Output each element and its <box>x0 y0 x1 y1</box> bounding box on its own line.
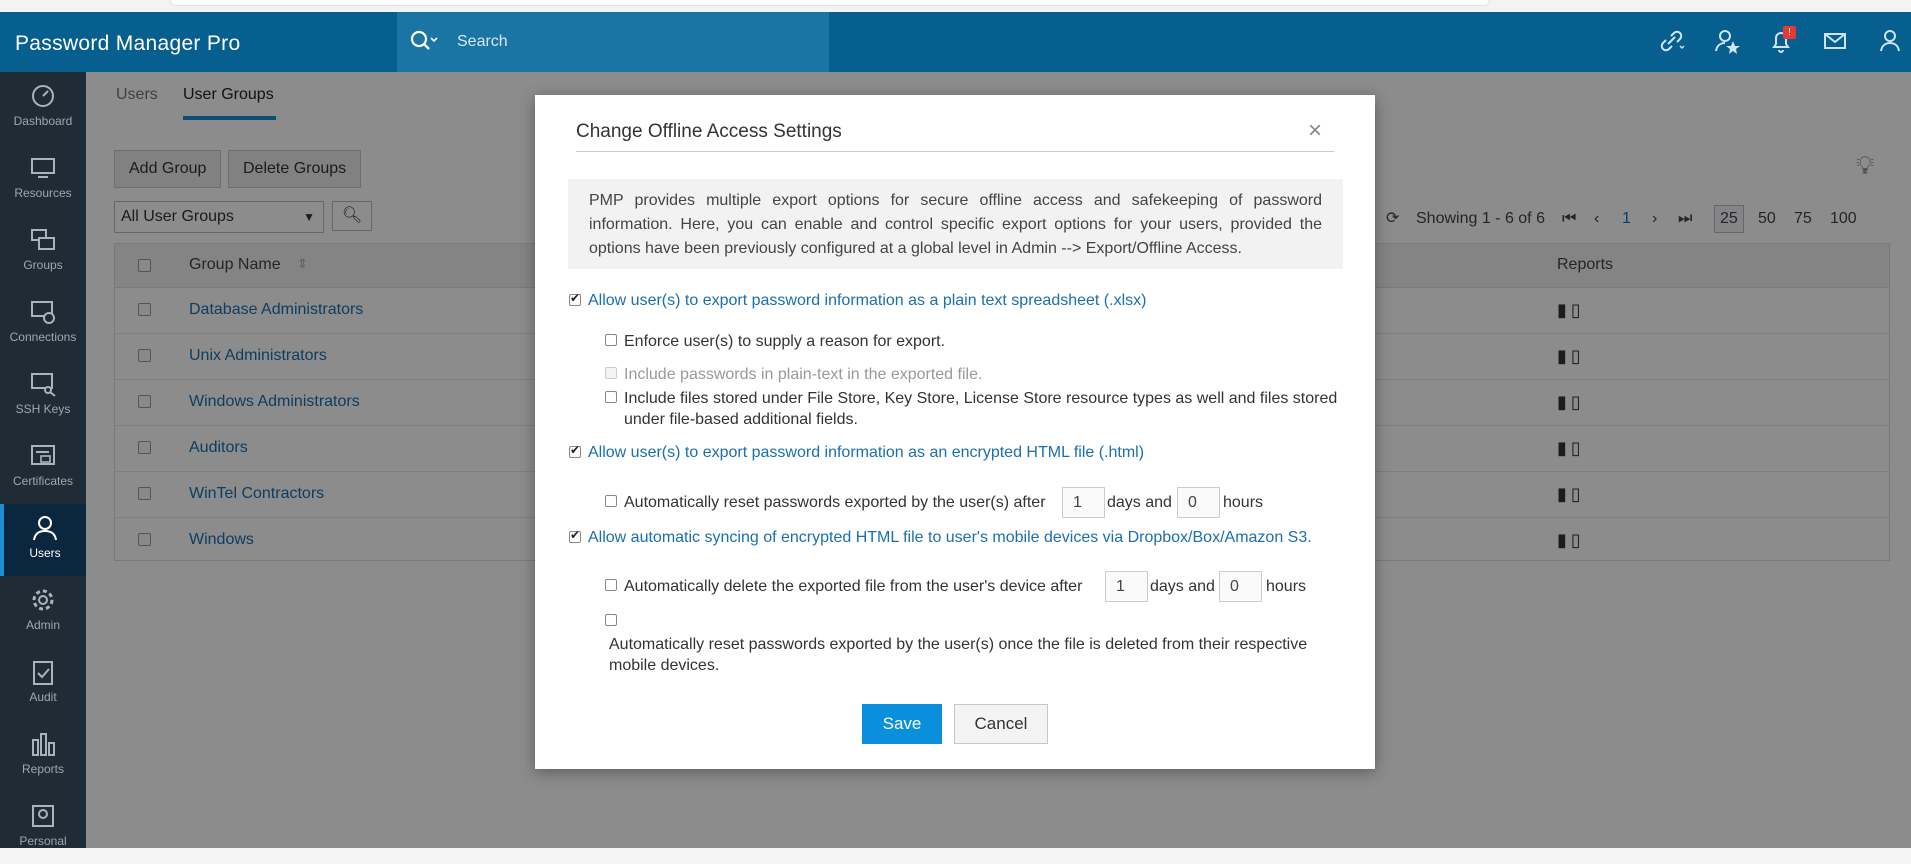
reset-on-delete-label: Automatically reset passwords exported by the user(s) once the file is deleted from their respective <box>609 636 1308 653</box>
sidebar-item-personal[interactable] <box>0 792 86 864</box>
hours-label: hours <box>1223 494 1264 511</box>
last-page-icon[interactable]: ⏭︎ <box>1678 210 1693 227</box>
export-html-checkbox[interactable] <box>569 446 581 458</box>
report-icons[interactable]: ▮▯ <box>1557 530 1585 550</box>
column-group-name[interactable]: Group Name <box>189 256 281 273</box>
search-icon: 🔍︎ <box>341 207 363 224</box>
offline-access-dialog <box>535 95 1375 769</box>
group-link[interactable]: Database Administrators <box>189 301 364 318</box>
favorites-icon[interactable] <box>1710 26 1744 58</box>
save-button[interactable]: Save <box>862 704 942 744</box>
certificate-icon <box>29 442 57 470</box>
sidebar-item-reports[interactable] <box>0 720 86 792</box>
sidebar-item-admin[interactable] <box>0 576 86 648</box>
sidebar-item-groups[interactable] <box>0 216 86 288</box>
add-group-button[interactable]: Add Group <box>114 150 221 188</box>
include-files-label-cont: under file-based additional fields. <box>624 411 858 428</box>
hours-label: hours <box>1266 578 1307 595</box>
info-text: PMP provides multiple export options for secure offline access and safekeeping of password information. Here, you can enable and control specific export options for your users, provided the options have been previously configured at a global level in Admin --> Export/Offline Access. <box>568 179 1343 269</box>
groups-icon <box>29 226 57 254</box>
sidebar-item-audit[interactable] <box>0 648 86 720</box>
reset-days-input[interactable]: 1 <box>1062 487 1105 518</box>
link-icon[interactable] <box>1655 26 1689 58</box>
monitor-icon <box>29 154 57 182</box>
sidebar-item-ssh-keys[interactable] <box>0 360 86 432</box>
days-and-label: days and <box>1150 578 1215 595</box>
auto-reset-label: Automatically reset passwords exported by the user(s) after <box>624 494 1046 511</box>
report-icons[interactable]: ▮▯ <box>1557 484 1585 504</box>
sidebar-item-label: Users <box>29 546 61 560</box>
sidebar-item-label: Groups <box>23 258 63 272</box>
sidebar-item-users[interactable] <box>0 504 86 576</box>
group-link[interactable]: Auditors <box>189 439 248 456</box>
app-header <box>0 12 1911 72</box>
sidebar-item-certificates[interactable] <box>0 432 86 504</box>
delete-hours-input[interactable]: 0 <box>1219 571 1262 602</box>
gear-icon <box>29 586 57 614</box>
audit-icon <box>29 658 57 686</box>
browser-address-pill <box>170 0 1490 6</box>
refresh-icon[interactable]: ⟳ <box>1386 210 1400 227</box>
showing-count: Showing 1 - 6 of 6 <box>1416 210 1545 227</box>
chevron-down-icon: ▼ <box>303 210 315 224</box>
sidebar-item-label: Certificates <box>12 474 74 488</box>
user-icon <box>31 514 59 542</box>
sidebar <box>0 72 86 848</box>
personal-icon <box>29 802 57 830</box>
report-icons[interactable]: ▮▯ <box>1557 346 1585 366</box>
group-link[interactable]: Windows <box>189 531 254 548</box>
group-link[interactable]: Unix Administrators <box>189 347 327 364</box>
sidebar-item-label: Reports <box>21 762 65 776</box>
auto-reset-checkbox[interactable] <box>605 495 617 507</box>
page-size-75[interactable]: 75 <box>1794 210 1812 227</box>
page-size-25[interactable]: 25 <box>1714 205 1744 233</box>
sidebar-item-label: Audit <box>29 690 57 704</box>
enforce-reason-checkbox[interactable] <box>605 334 617 346</box>
ssh-keys-icon <box>29 370 57 398</box>
current-page[interactable]: 1 <box>1622 210 1631 227</box>
search-icon[interactable] <box>409 28 443 56</box>
first-page-icon[interactable]: ⏮︎ <box>1562 210 1577 227</box>
plaintext-passwords-label: Include passwords in plain-text in the exported file. <box>624 366 983 383</box>
reset-hours-input[interactable]: 0 <box>1177 487 1220 518</box>
mobile-sync-checkbox[interactable] <box>569 531 581 543</box>
sidebar-item-label: SSH Keys <box>15 402 71 416</box>
include-files-label: Include files stored under File Store, Key Store, License Store resource types as well and files stored <box>624 390 1338 407</box>
report-icons[interactable]: ▮▯ <box>1557 300 1585 320</box>
mobile-sync-label: Allow automatic syncing of encrypted HTML file to user's mobile devices via Dropbox/Box/Amazon S3. <box>588 529 1312 546</box>
group-filter-value: All User Groups <box>121 208 234 225</box>
cancel-button[interactable]: Cancel <box>954 704 1048 744</box>
sidebar-item-resources[interactable] <box>0 144 86 216</box>
sidebar-item-connections[interactable] <box>0 288 86 360</box>
user-icon[interactable] <box>1874 26 1908 58</box>
delete-days-input[interactable]: 1 <box>1105 571 1148 602</box>
page-size-50[interactable]: 50 <box>1758 210 1776 227</box>
export-html-label: Allow user(s) to export password information as an encrypted HTML file (.html) <box>588 444 1145 461</box>
sidebar-item-label: Admin <box>25 618 60 632</box>
close-icon[interactable]: × <box>1308 117 1323 144</box>
sidebar-item-dashboard[interactable] <box>0 72 86 144</box>
include-files-checkbox[interactable] <box>605 391 617 403</box>
group-link[interactable]: Windows Administrators <box>189 393 360 410</box>
dashboard-icon <box>29 82 57 110</box>
export-xlsx-label: Allow user(s) to export password information as a plain text spreadsheet (.xlsx) <box>588 292 1147 309</box>
sidebar-item-label: Resources <box>14 186 72 200</box>
connections-icon <box>29 298 57 326</box>
sort-icon[interactable]: ⇕ <box>297 256 308 271</box>
app-logo: Password Manager Pro <box>15 32 241 55</box>
title-divider <box>576 151 1334 152</box>
auto-delete-checkbox[interactable] <box>605 579 617 591</box>
page-size-100[interactable]: 100 <box>1830 210 1857 227</box>
delete-groups-button[interactable]: Delete Groups <box>228 150 361 188</box>
tab-label: User Groups <box>183 86 274 103</box>
group-link[interactable]: WinTel Contractors <box>189 485 325 502</box>
sidebar-item-label: Personal <box>19 834 67 848</box>
dialog-title: Change Offline Access Settings <box>576 121 842 142</box>
column-reports: Reports <box>1557 256 1614 273</box>
mail-icon[interactable] <box>1818 26 1852 58</box>
browser-top-strip <box>0 0 1911 12</box>
notifications-icon[interactable] <box>1764 26 1798 58</box>
notifications-badge: ! <box>1783 26 1796 39</box>
plaintext-passwords-checkbox[interactable] <box>605 367 617 379</box>
prev-page-icon[interactable]: ‹ <box>1594 210 1600 227</box>
reports-icon <box>29 730 57 758</box>
days-and-label: days and <box>1107 494 1172 511</box>
global-search[interactable] <box>397 12 829 72</box>
search-input[interactable] <box>455 27 815 57</box>
lightbulb-icon[interactable]: 💡︎ <box>1856 150 1875 180</box>
sidebar-item-label: Connections <box>9 330 77 344</box>
export-xlsx-checkbox[interactable] <box>569 294 581 306</box>
tab-users[interactable]: Users <box>116 86 158 103</box>
auto-delete-label: Automatically delete the exported file from the user's device after <box>624 578 1083 595</box>
next-page-icon[interactable]: › <box>1652 210 1658 227</box>
enforce-reason-label: Enforce user(s) to supply a reason for export. <box>624 333 946 350</box>
report-icons[interactable]: ▮▯ <box>1557 392 1585 412</box>
reset-on-delete-checkbox[interactable] <box>605 614 617 626</box>
report-icons[interactable]: ▮▯ <box>1557 438 1585 458</box>
sidebar-item-label: Dashboard <box>13 114 73 128</box>
reset-on-delete-label-cont: mobile devices. <box>609 657 720 674</box>
